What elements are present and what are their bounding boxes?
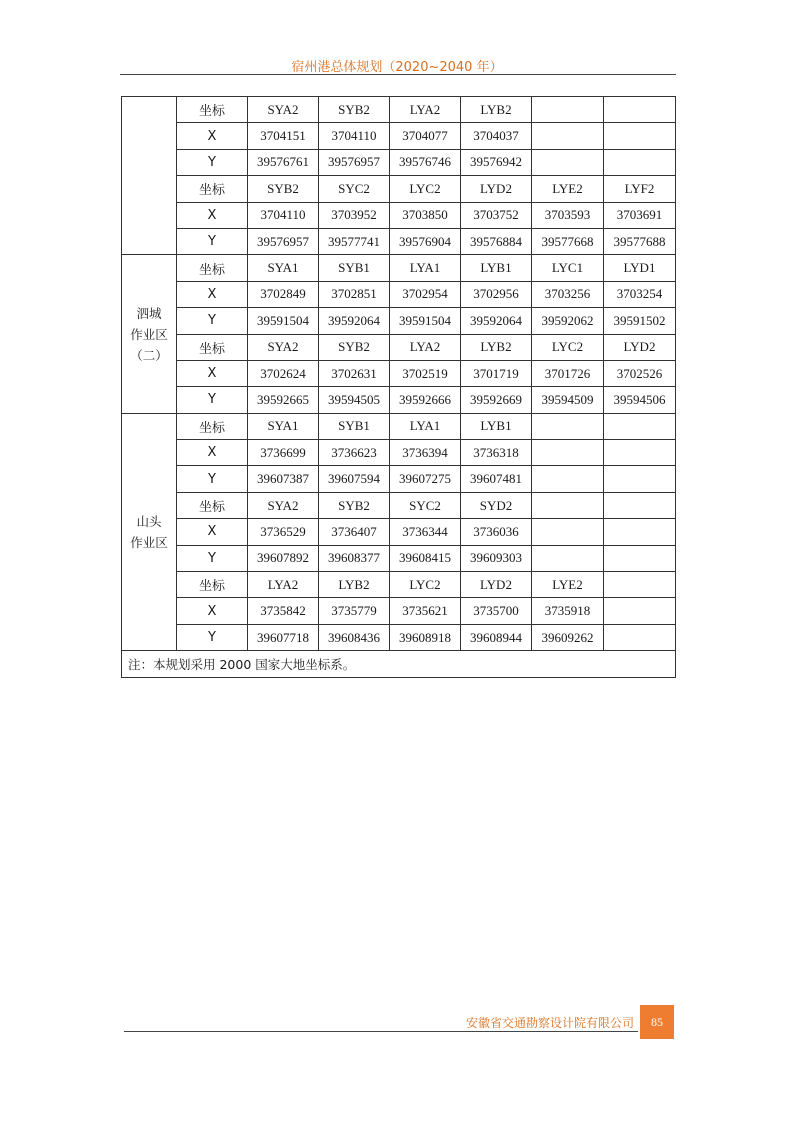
table-row [122, 97, 676, 123]
y-value-cell: 39576761 [248, 149, 319, 175]
y-axis-label: Y [177, 228, 248, 254]
point-id-cell: LYF2 [604, 176, 676, 202]
table-row [122, 228, 676, 254]
y-value-cell: 39591504 [390, 308, 461, 334]
y-value-cell: 39607387 [248, 466, 319, 492]
y-value-cell: 39607275 [390, 466, 461, 492]
y-value-cell: 39577741 [319, 228, 390, 254]
y-value-cell [604, 149, 676, 175]
y-value-cell: 39592666 [390, 387, 461, 413]
y-value-cell [532, 149, 604, 175]
y-value-cell: 39608918 [390, 624, 461, 650]
x-value-cell: 3704037 [461, 123, 532, 149]
table-row [122, 360, 676, 386]
point-id-cell: SYA2 [248, 334, 319, 360]
table-row [122, 572, 676, 598]
y-axis-label: Y [177, 624, 248, 650]
x-value-cell: 3702624 [248, 360, 319, 386]
zone-name-line: 作业区 [130, 326, 168, 342]
x-value-cell: 3736529 [248, 519, 319, 545]
point-id-cell [532, 97, 604, 123]
point-id-cell: LYB2 [461, 334, 532, 360]
table-row [122, 440, 676, 466]
y-value-cell [604, 545, 676, 571]
table-row [122, 334, 676, 360]
coord-header-label: 坐标 [177, 176, 248, 202]
x-value-cell: 3703752 [461, 202, 532, 228]
x-value-cell: 3703850 [390, 202, 461, 228]
x-value-cell: 3703254 [604, 281, 676, 307]
point-id-cell [604, 492, 676, 518]
x-value-cell: 3702526 [604, 360, 676, 386]
x-axis-label: X [177, 360, 248, 386]
table-row [122, 255, 676, 281]
x-axis-label: X [177, 519, 248, 545]
x-value-cell [604, 440, 676, 466]
x-axis-label: X [177, 281, 248, 307]
y-value-cell [532, 466, 604, 492]
point-id-cell: LYB2 [319, 572, 390, 598]
table-note: 注：本规划采用 2000 国家大地坐标系。 [122, 651, 676, 677]
x-value-cell: 3704110 [248, 202, 319, 228]
page-header-title: 宿州港总体规划（2020~2040 年） [291, 60, 503, 75]
x-value-cell: 3702851 [319, 281, 390, 307]
x-value-cell: 3702954 [390, 281, 461, 307]
point-id-cell: LYE2 [532, 176, 604, 202]
x-value-cell: 3736623 [319, 440, 390, 466]
footer-organization: 安徽省交通勘察设计院有限公司 [465, 1016, 634, 1030]
x-value-cell [604, 519, 676, 545]
point-id-cell: SYB2 [319, 334, 390, 360]
coord-header-label: 坐标 [177, 572, 248, 598]
zone-name-cell [122, 97, 177, 255]
x-value-cell: 3703256 [532, 281, 604, 307]
point-id-cell: SYB2 [248, 176, 319, 202]
table-row [122, 413, 676, 439]
point-id-cell: LYA1 [390, 413, 461, 439]
table-row [122, 624, 676, 650]
point-id-cell: LYA2 [390, 334, 461, 360]
y-value-cell: 39577688 [604, 228, 676, 254]
x-axis-label: X [177, 123, 248, 149]
y-value-cell: 39577668 [532, 228, 604, 254]
x-value-cell: 3736318 [461, 440, 532, 466]
point-id-cell: LYC2 [532, 334, 604, 360]
point-id-cell: LYD2 [461, 572, 532, 598]
table-row [122, 123, 676, 149]
point-id-cell: SYB1 [319, 255, 390, 281]
point-id-cell: SYC2 [319, 176, 390, 202]
y-value-cell: 39594505 [319, 387, 390, 413]
zone-name-line: 作业区 [130, 534, 168, 550]
y-value-cell: 39607718 [248, 624, 319, 650]
x-value-cell: 3736344 [390, 519, 461, 545]
x-value-cell: 3735700 [461, 598, 532, 624]
x-value-cell: 3701726 [532, 360, 604, 386]
x-value-cell: 3736394 [390, 440, 461, 466]
y-value-cell: 39576957 [248, 228, 319, 254]
zone-name-cell [122, 255, 177, 413]
x-axis-label: X [177, 440, 248, 466]
table-row [122, 281, 676, 307]
x-value-cell: 3702631 [319, 360, 390, 386]
x-value-cell: 3702519 [390, 360, 461, 386]
table-row [122, 519, 676, 545]
zone-name-line: 山头 [136, 513, 162, 529]
table-row [122, 545, 676, 571]
y-value-cell: 39592669 [461, 387, 532, 413]
y-value-cell: 39607481 [461, 466, 532, 492]
x-value-cell: 3736699 [248, 440, 319, 466]
point-id-cell: SYB2 [319, 97, 390, 123]
coord-header-label: 坐标 [177, 255, 248, 281]
y-value-cell: 39576904 [390, 228, 461, 254]
x-value-cell: 3735779 [319, 598, 390, 624]
y-value-cell: 39608377 [319, 545, 390, 571]
y-value-cell: 39592064 [461, 308, 532, 334]
x-value-cell: 3701719 [461, 360, 532, 386]
x-value-cell: 3736036 [461, 519, 532, 545]
point-id-cell: LYB1 [461, 255, 532, 281]
x-value-cell [532, 123, 604, 149]
table-row [122, 466, 676, 492]
y-value-cell: 39592064 [319, 308, 390, 334]
y-value-cell [604, 466, 676, 492]
x-value-cell: 3735842 [248, 598, 319, 624]
point-id-cell: LYB1 [461, 413, 532, 439]
point-id-cell: LYE2 [532, 572, 604, 598]
point-id-cell: LYD2 [461, 176, 532, 202]
y-axis-label: Y [177, 545, 248, 571]
coord-header-label: 坐标 [177, 413, 248, 439]
x-value-cell: 3704151 [248, 123, 319, 149]
y-value-cell: 39608944 [461, 624, 532, 650]
y-value-cell: 39576957 [319, 149, 390, 175]
x-value-cell [604, 598, 676, 624]
y-value-cell: 39594506 [604, 387, 676, 413]
x-value-cell: 3703952 [319, 202, 390, 228]
y-value-cell: 39608436 [319, 624, 390, 650]
x-value-cell: 3735918 [532, 598, 604, 624]
table-row [122, 176, 676, 202]
x-value-cell: 3703593 [532, 202, 604, 228]
point-id-cell: SYB1 [319, 413, 390, 439]
x-axis-label: X [177, 598, 248, 624]
x-value-cell: 3736407 [319, 519, 390, 545]
y-value-cell: 39591504 [248, 308, 319, 334]
coordinate-table [121, 96, 676, 678]
y-value-cell: 39607594 [319, 466, 390, 492]
point-id-cell: SYD2 [461, 492, 532, 518]
coord-header-label: 坐标 [177, 334, 248, 360]
y-axis-label: Y [177, 149, 248, 175]
y-axis-label: Y [177, 308, 248, 334]
table-row [122, 598, 676, 624]
header-divider [120, 74, 676, 75]
y-value-cell [532, 545, 604, 571]
point-id-cell [532, 492, 604, 518]
y-axis-label: Y [177, 387, 248, 413]
coord-header-label: 坐标 [177, 492, 248, 518]
y-value-cell: 39592665 [248, 387, 319, 413]
point-id-cell: SYC2 [390, 492, 461, 518]
footer-divider [124, 1031, 638, 1032]
y-value-cell [604, 624, 676, 650]
point-id-cell: LYA2 [248, 572, 319, 598]
y-value-cell: 39608415 [390, 545, 461, 571]
point-id-cell [604, 97, 676, 123]
x-value-cell: 3704110 [319, 123, 390, 149]
y-value-cell: 39576942 [461, 149, 532, 175]
point-id-cell: SYA1 [248, 413, 319, 439]
x-axis-label: X [177, 202, 248, 228]
point-id-cell: LYD2 [604, 334, 676, 360]
point-id-cell: LYC2 [390, 176, 461, 202]
x-value-cell: 3703691 [604, 202, 676, 228]
point-id-cell: LYA1 [390, 255, 461, 281]
x-value-cell: 3704077 [390, 123, 461, 149]
y-value-cell: 39592062 [532, 308, 604, 334]
point-id-cell: SYA2 [248, 492, 319, 518]
y-axis-label: Y [177, 466, 248, 492]
point-id-cell: LYC2 [390, 572, 461, 598]
note-row [122, 651, 676, 677]
y-value-cell: 39576884 [461, 228, 532, 254]
coord-header-label: 坐标 [177, 97, 248, 123]
table-row [122, 308, 676, 334]
zone-name-line: 泗城 [136, 305, 162, 321]
point-id-cell: LYA2 [390, 97, 461, 123]
y-value-cell: 39576746 [390, 149, 461, 175]
x-value-cell [532, 519, 604, 545]
table-row [122, 202, 676, 228]
x-value-cell [532, 440, 604, 466]
y-value-cell: 39607892 [248, 545, 319, 571]
x-value-cell: 3702849 [248, 281, 319, 307]
table-row [122, 492, 676, 518]
point-id-cell: LYC1 [532, 255, 604, 281]
page-number: 85 [651, 1014, 663, 1029]
point-id-cell [604, 572, 676, 598]
table-row [122, 387, 676, 413]
x-value-cell: 3702956 [461, 281, 532, 307]
point-id-cell: LYB2 [461, 97, 532, 123]
y-value-cell: 39609262 [532, 624, 604, 650]
y-value-cell: 39594509 [532, 387, 604, 413]
point-id-cell: SYA1 [248, 255, 319, 281]
page-number-badge [640, 1005, 674, 1039]
table-row [122, 149, 676, 175]
y-value-cell: 39591502 [604, 308, 676, 334]
zone-name-line: （二） [130, 347, 168, 363]
point-id-cell: SYA2 [248, 97, 319, 123]
point-id-cell [532, 413, 604, 439]
point-id-cell: SYB2 [319, 492, 390, 518]
point-id-cell: LYD1 [604, 255, 676, 281]
zone-name-cell [122, 413, 177, 651]
x-value-cell: 3735621 [390, 598, 461, 624]
x-value-cell [604, 123, 676, 149]
point-id-cell [604, 413, 676, 439]
y-value-cell: 39609303 [461, 545, 532, 571]
